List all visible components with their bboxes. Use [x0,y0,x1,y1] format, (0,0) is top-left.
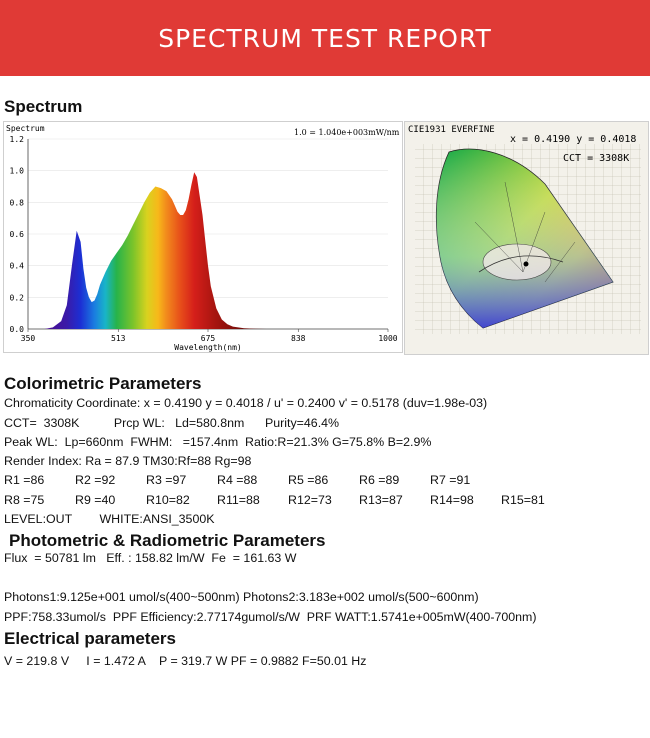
cie-white-region [483,244,551,280]
y-tick-label: 0.6 [9,230,24,239]
r-value-6: R6 =89 [359,473,400,487]
cie-diagram [405,122,648,354]
r-value-15: R15=81 [501,493,545,507]
photons-line: Photons1:9.125e+001 umol/s(400~500nm) Photons2:3.183e+002 umol/s(500~600nm) [4,590,479,604]
r-value-5: R5 =86 [288,473,329,487]
cie-diagram-panel [404,121,649,355]
chart-title: Spectrum [6,124,45,133]
cie-cct: CCT = 3308K [563,153,630,164]
r-value-14: R14=98 [430,493,474,507]
electrical-line: V = 219.8 V I = 1.472 A P = 319.7 W PF = 0.9882 F=50.01 Hz [4,654,367,668]
spectrum-area [45,172,388,329]
r-value-7: R7 =91 [430,473,471,487]
spectrum-chart [4,122,402,352]
flux-line: Flux = 50781 lm Eff. : 158.82 lm/W Fe = 161.63 W [4,551,297,565]
x-axis-label: Wavelength(nm) [174,343,242,352]
x-tick-label: 513 [111,334,126,343]
r-value-12: R12=73 [288,493,332,507]
r-value-11: R11=88 [217,493,260,507]
chromaticity-line: Chromaticity Coordinate: x = 0.4190 y = 0.4018 / u' = 0.2400 v' = 0.5178 (duv=1.98e-03) [4,396,488,410]
cie-coords: x = 0.4190 y = 0.4018 [510,134,637,145]
y-tick-label: 1.0 [9,166,24,176]
y-tick-label: 0.0 [9,325,24,334]
spectrum-heading: Spectrum [4,97,83,116]
render-index-line: Render Index: Ra = 87.9 TM30:Rf=88 Rg=98 [4,454,252,468]
r-value-2: R2 =92 [75,473,116,487]
colorimetric-heading: Colorimetric Parameters [4,374,202,393]
cct-line: CCT= 3308K Prcp WL: Ld=580.8nm Purity=46.4% [4,416,340,430]
r-value-1: R1 =86 [4,473,45,487]
x-tick-label: 350 [20,334,36,343]
measured-point [524,262,529,267]
y-tick-label: 0.4 [9,261,24,271]
r-value-8: R8 =75 [4,493,45,507]
y-tick-label: 0.2 [9,293,24,303]
cie-header: CIE1931 EVERFINE [408,125,495,135]
report-title: SPECTRUM TEST REPORT [158,23,492,53]
level-white-line: LEVEL:OUT WHITE:ANSI_3500K [4,512,215,526]
x-tick-label: 1000 [378,334,398,343]
photometric-heading: Photometric & Radiometric Parameters [9,531,326,550]
spectrum-chart-panel [3,121,403,353]
report-banner [0,0,650,76]
r-value-10: R10=82 [146,493,190,507]
r-value-3: R3 =97 [146,473,187,487]
r-value-9: R9 =40 [75,493,116,507]
x-tick-label: 675 [200,334,216,343]
y-tick-label: 1.2 [9,135,24,144]
x-tick-label: 838 [291,334,306,343]
ppf-line: PPF:758.33umol/s PPF Efficiency:2.77174gumol/s/W PRF WATT:1.5741e+005mW(400-700nm) [4,610,537,624]
r-value-13: R13=87 [359,493,403,507]
peak-wl-line: Peak WL: Lp=660nm FWHM: =157.4nm Ratio:R=21.3% G=75.8% B=2.9% [4,435,432,449]
y-tick-label: 0.8 [9,198,24,208]
r-value-4: R4 =88 [217,473,258,487]
electrical-heading: Electrical parameters [4,629,176,648]
scale-note: 1.0 = 1.040e+003mW/nm [294,128,400,137]
